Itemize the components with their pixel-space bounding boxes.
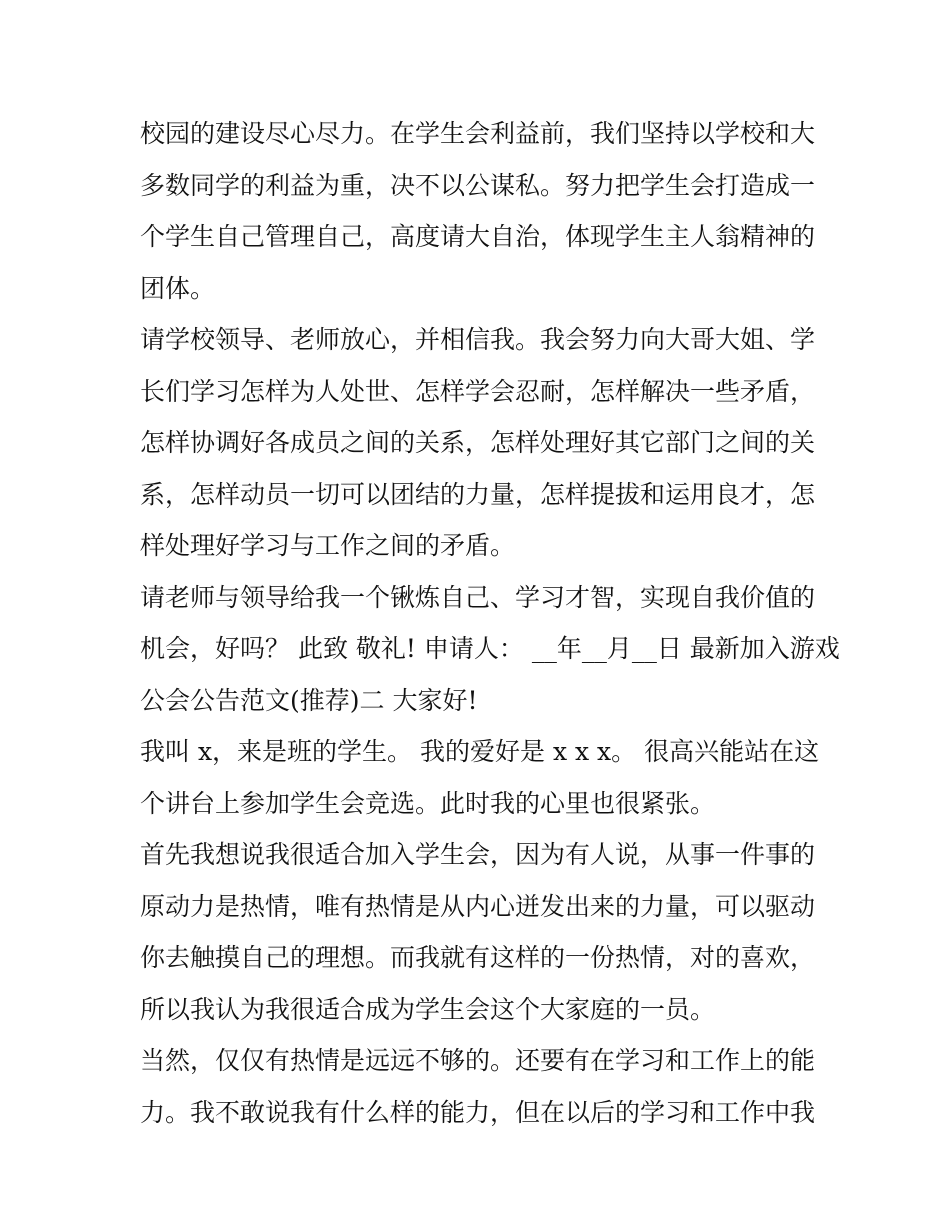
text-line: 个学生自己管理自己，高度请大自治，体现学生主人翁精神的: [140, 222, 816, 251]
text-line: 怎样协调好各成员之间的关系，怎样处理好其它部门之间的关: [140, 428, 816, 457]
text-line: 我叫 x，来是班的学生。 我的爱好是 x x x。 很高兴能站在这: [140, 737, 820, 766]
text-line: 首先我想说我很适合加入学生会，因为有人说，从事一件事的: [140, 840, 816, 869]
text-line: 所以我认为我很适合成为学生会这个大家庭的一员。: [140, 994, 716, 1024]
text-line: 请老师与领导给我一个锹炼自己、学习才智，实现自我价值的: [140, 582, 816, 612]
text-line: 样处理好学习与工作之间的矛盾。: [140, 531, 516, 560]
text-line: 校园的建设尽心尽力。在学生会利益前，我们坚持以学校和大: [140, 119, 816, 148]
text-line: 原动力是热情，唯有热情是从内心迸发出来的力量，可以驱动: [140, 891, 816, 921]
text-line: 团体。: [140, 273, 216, 303]
text-line: 长们学习怎样为人处世、怎样学会忍耐，怎样解决一些矛盾，: [140, 376, 816, 406]
text-line: 机会，好吗？ 此致 敬礼! 申请人： __年__月__日 最新加入游戏: [140, 634, 840, 663]
text-line: 公会公告范文(推荐)二 大家好!: [140, 685, 478, 715]
text-line: 个讲台上参加学生会竞选。此时我的心里也很紧张。: [140, 788, 716, 818]
text-line: 你去触摸自己的理想。而我就有这样的一份热情，对的喜欢，: [140, 943, 816, 972]
text-line: 多数同学的利益为重，决不以公谋私。努力把学生会打造成一: [140, 170, 816, 200]
text-line: 请学校领导、老师放心，并相信我。我会努力向大哥大姐、学: [140, 325, 816, 354]
text-line: 系，怎样动员一切可以团结的力量，怎样提拔和运用良才，怎: [140, 479, 816, 509]
body-text: [140, 108, 840, 1138]
text-line: 力。我不敢说我有什么样的能力，但在以后的学习和工作中我: [140, 1097, 816, 1127]
text-line: 当然，仅仅有热情是远远不够的。还要有在学习和工作上的能: [140, 1046, 816, 1075]
